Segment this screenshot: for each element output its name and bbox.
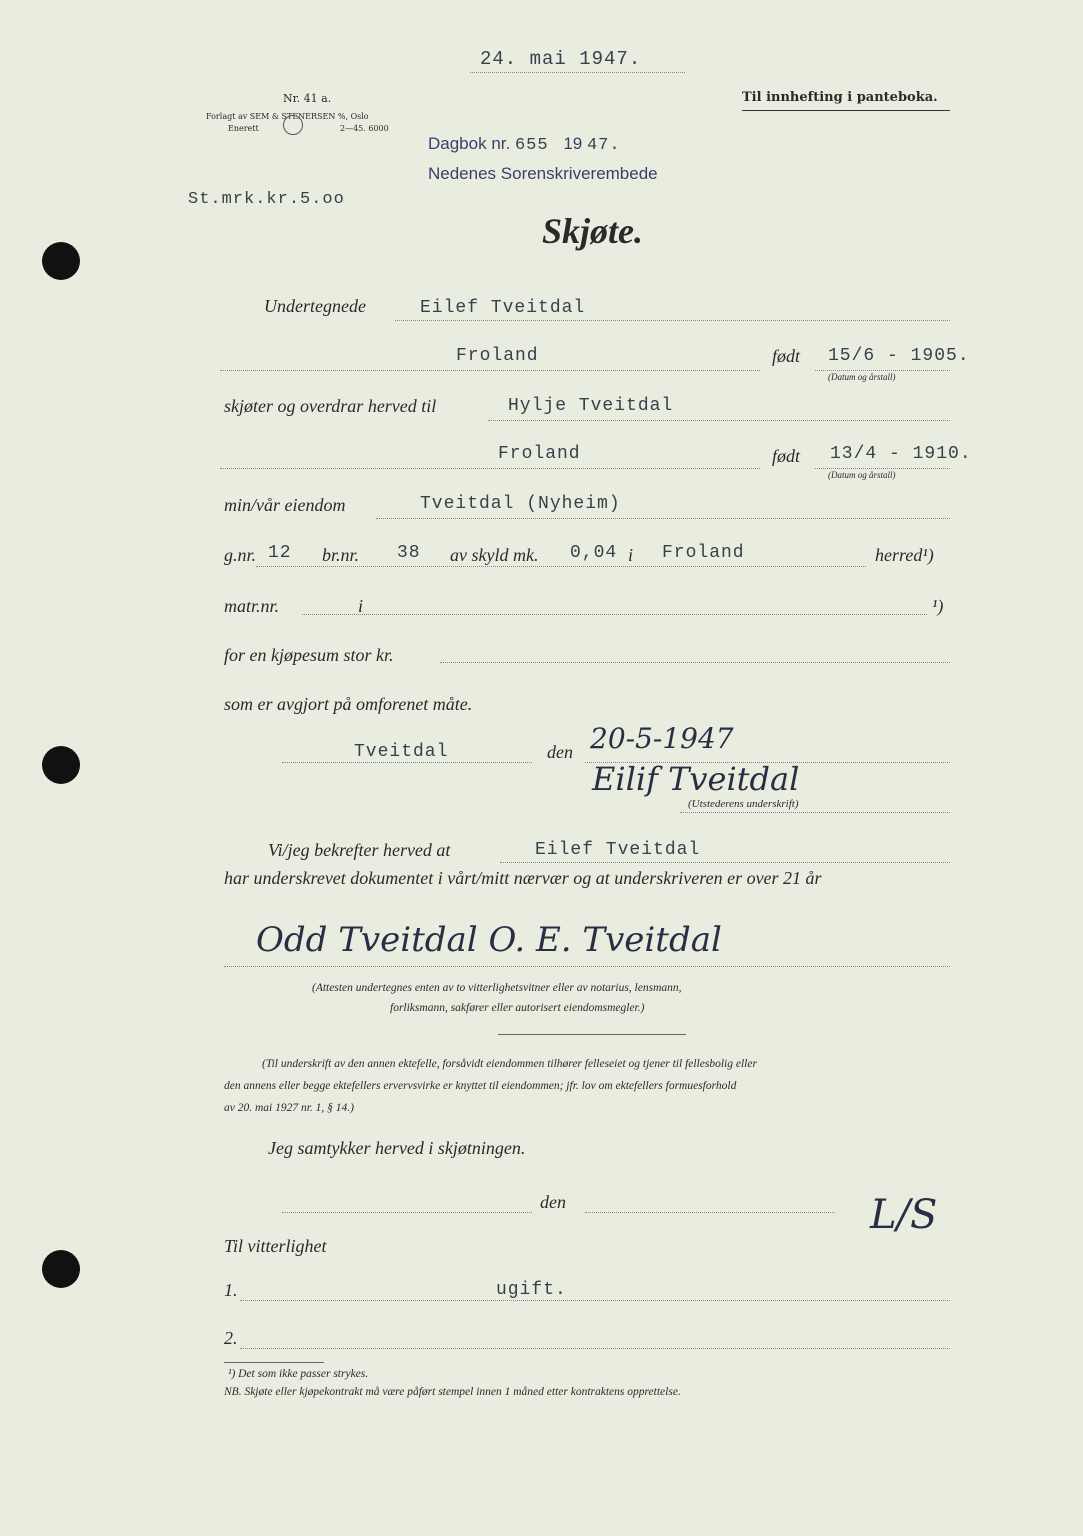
consent-den-label: den xyxy=(540,1192,566,1212)
seller-signature: Eilif Tveitdal xyxy=(592,760,800,798)
buyer-label: skjøter og overdrar herved til xyxy=(224,396,437,416)
publisher: Forlagt av SEM & STENERSEN %, Oslo xyxy=(206,112,369,121)
skyld-value: 0,04 xyxy=(570,543,618,563)
confirm-name: Eilef Tveitdal xyxy=(535,840,701,860)
dagbok-year: 47. xyxy=(586,136,621,155)
spouse-note-2: den annens eller begge ektefellers ervervsvirke er knyttet til eiendommen; jfr. lov om ektefellers formuesforhold xyxy=(224,1080,737,1092)
consent-mark: L/S xyxy=(870,1192,938,1238)
matr-end: ¹) xyxy=(932,596,944,616)
insert-note: Til innhefting i panteboka. xyxy=(742,90,938,105)
gnr-label: g.nr. xyxy=(224,545,257,565)
seller-name: Eilef Tveitdal xyxy=(420,298,586,318)
gnr-value: 12 xyxy=(268,543,292,563)
stamp-logo-icon xyxy=(283,115,303,135)
publisher-line2: Enerett xyxy=(228,124,259,133)
seller-place-rule xyxy=(220,370,760,371)
dagbok-label: Dagbok nr. xyxy=(428,134,511,153)
witness1-number: 1. xyxy=(224,1280,238,1300)
document-date: 24. mai 1947. xyxy=(480,48,642,70)
brnr-value: 38 xyxy=(397,543,421,563)
buyer-born-label: født xyxy=(772,446,801,466)
signing-place-rule xyxy=(282,762,532,763)
vitterlighet-label: Til vitterlighet xyxy=(224,1236,327,1256)
brnr-label: br.nr. xyxy=(322,545,360,565)
page-title: Skjøte. xyxy=(542,211,644,251)
buyer-date-hint: (Datum og årstall) xyxy=(828,470,896,480)
consent-text: Jeg samtykker herved i skjøtningen. xyxy=(268,1138,526,1158)
dagbok-year-prefix: 19 xyxy=(563,134,583,153)
skyld-label: av skyld mk. xyxy=(450,545,539,565)
footnote-2: NB. Skjøte eller kjøpekontrakt må være påført stempel innen 1 måned etter kontraktens opprettelse. xyxy=(224,1386,681,1398)
insert-note-rule xyxy=(742,110,950,111)
signing-place: Tveitdal xyxy=(354,742,449,762)
signing-den-label: den xyxy=(547,742,573,762)
i-label: i xyxy=(628,545,634,565)
buyer-name: Hylje Tveitdal xyxy=(508,396,674,416)
signature-rule xyxy=(680,812,950,813)
punch-hole xyxy=(42,746,80,784)
property-label: min/vår eiendom xyxy=(224,495,346,515)
dagbok-number: 655 xyxy=(514,136,549,155)
witness2-number: 2. xyxy=(224,1328,238,1348)
confirm-rule xyxy=(500,862,950,863)
buyer-place: Froland xyxy=(498,444,581,464)
spouse-note-1: (Til underskrift av den annen ektefelle, forsåvidt eiendommen tilhører felleseiet og tjener til fellesbolig eller xyxy=(262,1058,757,1070)
seller-born-label: født xyxy=(772,346,801,366)
witness-signatures: Odd Tveitdal O. E. Tveitdal xyxy=(256,920,722,960)
signature-caption: (Utstederens underskrift) xyxy=(688,798,799,810)
buyer-born: 13/4 - 1910. xyxy=(830,444,972,464)
publisher-code: 2—45. 6000 xyxy=(340,124,389,133)
signing-date: 20-5-1947 xyxy=(590,722,734,755)
form-number: Nr. 41 a. xyxy=(283,92,332,105)
confirm-label: Vi/jeg bekrefter herved at xyxy=(268,840,451,860)
buyer-born-rule xyxy=(815,468,950,469)
property-rule xyxy=(376,518,950,519)
buyer-rule xyxy=(488,420,950,421)
punch-hole xyxy=(42,242,80,280)
office-stamp: Nedenes Sorenskriverembede xyxy=(428,164,658,183)
herred-value: Froland xyxy=(662,543,745,563)
witness2-rule xyxy=(240,1348,950,1349)
date-rule xyxy=(470,72,685,73)
seller-born-rule xyxy=(815,370,950,371)
consent-date-rule xyxy=(585,1212,835,1213)
gnr-rule xyxy=(256,566,866,567)
price-rule xyxy=(440,662,950,663)
punch-hole xyxy=(42,1250,80,1288)
matr-rule xyxy=(302,614,927,615)
footnote-1: ¹) Det som ikke passer strykes. xyxy=(228,1368,369,1380)
matr-label: matr.nr. xyxy=(224,596,280,616)
attest-note-2: forliksmann, sakfører eller autorisert eiendomsmegler.) xyxy=(390,1002,645,1014)
dagbok-stamp xyxy=(428,134,621,155)
seller-label: Undertegnede xyxy=(264,296,366,316)
matr-i-label: i xyxy=(358,596,364,616)
seller-born: 15/6 - 1905. xyxy=(828,346,970,366)
witness-signature-rule xyxy=(224,966,950,967)
property-name: Tveitdal (Nyheim) xyxy=(420,494,621,514)
witness1-value: ugift. xyxy=(496,1280,567,1300)
seller-rule xyxy=(395,320,950,321)
divider xyxy=(498,1034,686,1035)
witness1-rule xyxy=(240,1300,950,1301)
price-label: for en kjøpesum stor kr. xyxy=(224,645,394,665)
buyer-place-rule xyxy=(220,468,760,469)
consent-place-rule xyxy=(282,1212,532,1213)
settled-text: som er avgjort på omforenet måte. xyxy=(224,694,473,714)
herred-label: herred¹) xyxy=(875,545,934,565)
confirm-text: har underskrevet dokumentet i vårt/mitt nærvær og at underskriveren er over 21 år xyxy=(224,868,822,888)
stamp-fee: St.mrk.kr.5.oo xyxy=(188,190,345,209)
seller-place: Froland xyxy=(456,346,539,366)
footnote-divider xyxy=(224,1362,324,1363)
seller-date-hint: (Datum og årstall) xyxy=(828,372,896,382)
attest-note-1: (Attesten undertegnes enten av to vitterlighetsvitner eller av notarius, lensmann, xyxy=(312,982,682,994)
spouse-note-3: av 20. mai 1927 nr. 1, § 14.) xyxy=(224,1102,355,1114)
